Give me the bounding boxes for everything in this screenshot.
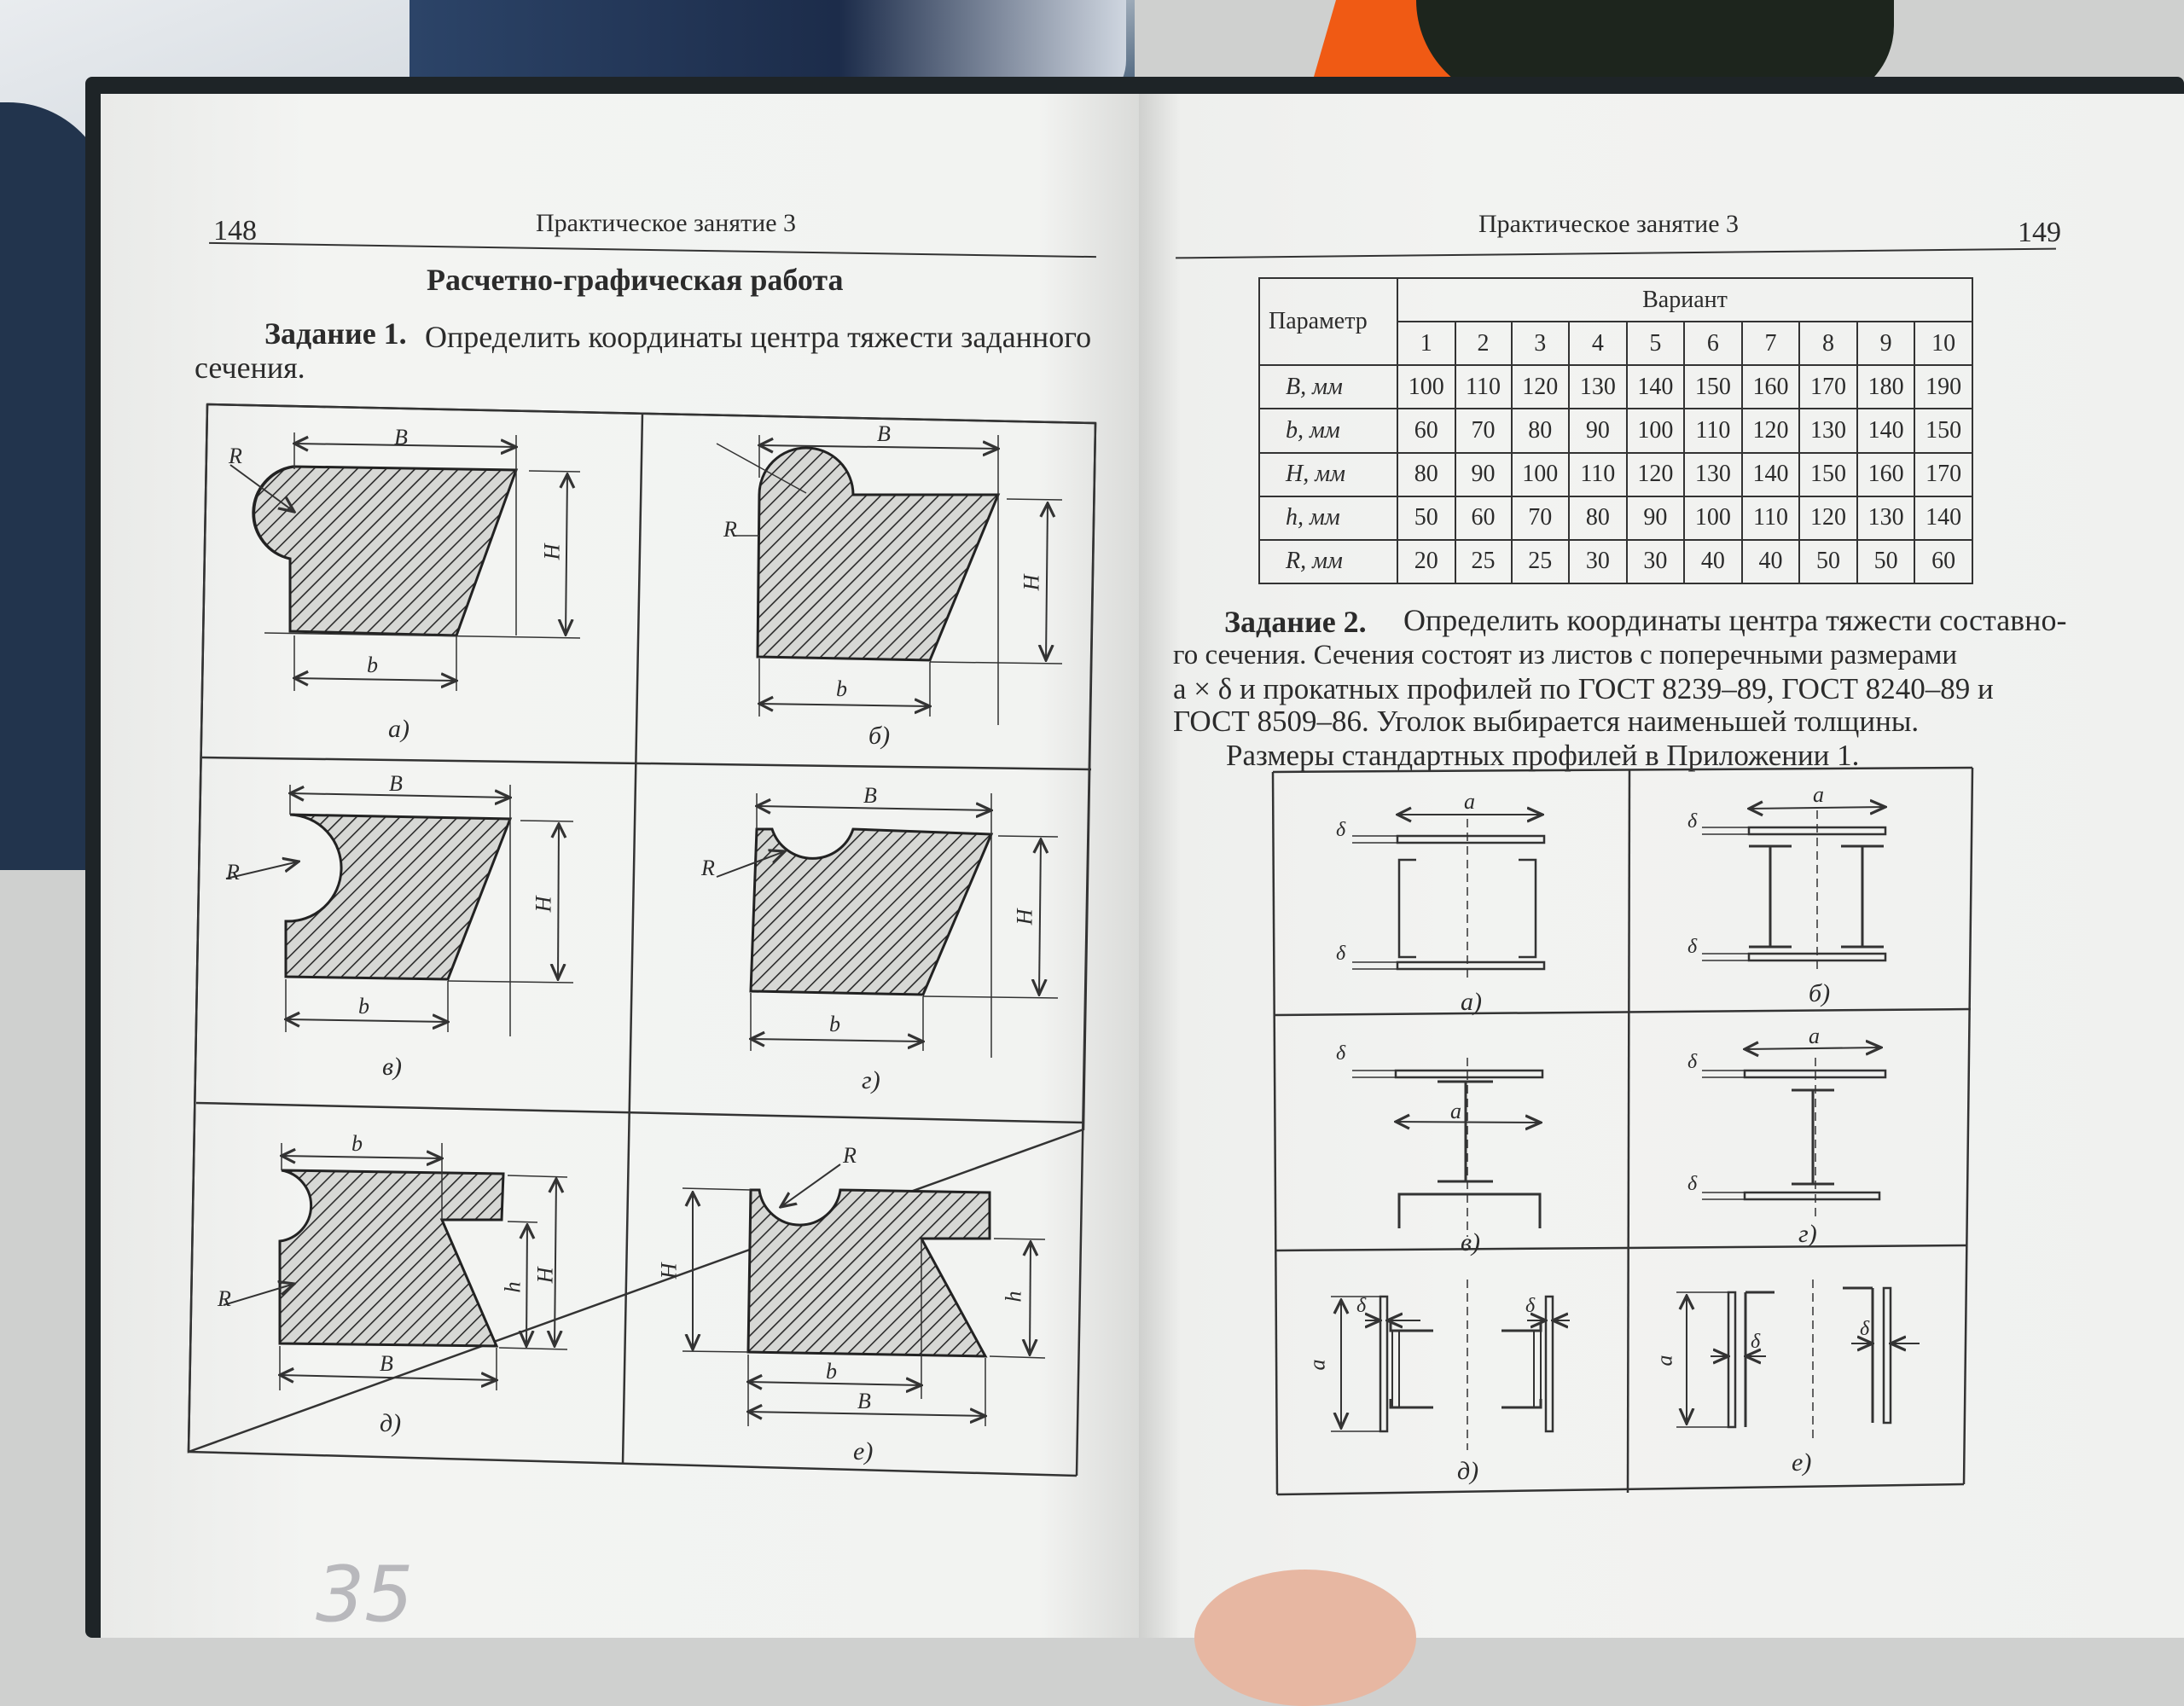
left-page-number: 148 [213, 215, 257, 247]
value-cell: 90 [1569, 409, 1627, 452]
right-page-number: 149 [2018, 217, 2061, 248]
label-B: B [863, 783, 877, 808]
fig-caption-v: в) [382, 1053, 403, 1081]
fig-caption-e: е) [1792, 1448, 1812, 1477]
label-R: R [843, 1143, 857, 1168]
left-running-header: Практическое занятие 3 [536, 209, 797, 237]
value-cell: 80 [1512, 409, 1570, 452]
right-figure-a [1352, 815, 1544, 981]
value-cell: 120 [1742, 409, 1800, 452]
label-H: H [531, 896, 556, 913]
label-delta: δ [1687, 810, 1698, 833]
value-cell: 180 [1857, 365, 1915, 409]
variant-number: 3 [1512, 322, 1570, 365]
label-h: h [1001, 1291, 1026, 1303]
right-figure-v [1352, 1058, 1542, 1237]
label-delta: δ [1687, 936, 1698, 958]
fig-caption-a: а) [388, 715, 410, 743]
fig-caption-e: е) [853, 1437, 874, 1465]
fig-caption-b: б) [1809, 979, 1831, 1007]
task1-label: Задание 1. [264, 316, 407, 351]
label-delta: δ [1751, 1331, 1761, 1353]
svg-text:35: 35 [316, 1550, 414, 1638]
label-R: R [723, 517, 737, 542]
task2-line4: ГОСТ 8509–86. Уголок выбирается наименьшей толщины. [1173, 705, 1920, 738]
fig-caption-g: г) [862, 1066, 880, 1094]
label-R: R [701, 856, 715, 880]
left-figure-e [682, 1164, 1045, 1426]
label-delta: δ [1860, 1318, 1870, 1340]
value-cell: 110 [1742, 496, 1800, 540]
label-a: a [1813, 782, 1824, 807]
param-header: Параметр [1259, 278, 1397, 365]
label-H: H [1012, 908, 1037, 926]
label-delta: δ [1687, 1173, 1698, 1195]
right-figure-e [1676, 1280, 1920, 1442]
label-H: H [656, 1262, 682, 1280]
label-b: b [829, 1012, 840, 1036]
value-cell: 30 [1569, 540, 1627, 583]
fig-caption-d: д) [380, 1409, 402, 1437]
task1-text-line1: Определить координаты центра тяжести заданного [425, 320, 1092, 354]
value-cell: 70 [1512, 496, 1570, 540]
variant-number: 2 [1455, 322, 1512, 365]
value-cell: 100 [1512, 453, 1570, 496]
param-cell: H, мм [1259, 453, 1397, 496]
value-cell: 50 [1799, 540, 1857, 583]
task2-label: Задание 2. [1224, 605, 1367, 639]
task1-text-line2: сечения. [195, 351, 305, 385]
param-cell: B, мм [1259, 365, 1397, 409]
param-cell: R, мм [1259, 540, 1397, 583]
left-figure-v [226, 785, 573, 1036]
value-cell: 100 [1684, 496, 1742, 540]
label-a: a [1450, 1099, 1461, 1123]
param-cell: b, мм [1259, 409, 1397, 452]
label-B: B [380, 1351, 393, 1376]
right-figure-grid [1273, 768, 1972, 1494]
label-H: H [532, 1267, 558, 1284]
value-cell: 120 [1512, 365, 1570, 409]
task2-line3: a × δ и прокатных профилей по ГОСТ 8239–89, ГОСТ 8240–89 и [1173, 672, 1994, 705]
value-cell: 130 [1569, 365, 1627, 409]
label-delta: δ [1336, 943, 1346, 965]
variant-number: 10 [1914, 322, 1972, 365]
variant-header: Вариант [1397, 278, 1972, 322]
label-b: b [358, 994, 369, 1018]
value-cell: 140 [1857, 409, 1915, 452]
value-cell: 150 [1914, 409, 1972, 452]
variant-number: 9 [1857, 322, 1915, 365]
value-cell: 40 [1742, 540, 1800, 583]
fig-caption-v: в) [1461, 1228, 1481, 1256]
label-delta: δ [1687, 1051, 1698, 1073]
variant-number: 8 [1799, 322, 1857, 365]
param-cell: h, мм [1259, 496, 1397, 540]
value-cell: 140 [1627, 365, 1685, 409]
value-cell: 70 [1455, 409, 1512, 452]
value-cell: 130 [1857, 496, 1915, 540]
label-h: h [500, 1281, 526, 1293]
task2-line1: Определить координаты центра тяжести составно- [1403, 603, 2067, 637]
value-cell: 25 [1455, 540, 1512, 583]
right-running-header: Практическое занятие 3 [1478, 210, 1740, 238]
appendix-line: Размеры стандартных профилей в Приложении 1. [1226, 739, 1860, 772]
value-cell: 50 [1857, 540, 1915, 583]
value-cell: 60 [1455, 496, 1512, 540]
value-cell: 130 [1799, 409, 1857, 452]
value-cell: 100 [1397, 365, 1455, 409]
value-cell: 120 [1627, 453, 1685, 496]
value-cell: 150 [1799, 453, 1857, 496]
value-cell: 30 [1627, 540, 1685, 583]
value-cell: 60 [1914, 540, 1972, 583]
label-b: b [351, 1131, 363, 1156]
label-a: a [1304, 1359, 1330, 1371]
label-a: a [1809, 1024, 1820, 1048]
fig-caption-b: б) [868, 722, 891, 750]
value-cell: 120 [1799, 496, 1857, 540]
left-figure-b [717, 435, 1062, 725]
value-cell: 110 [1455, 365, 1512, 409]
fig-caption-g: г) [1798, 1220, 1817, 1248]
value-cell: 50 [1397, 496, 1455, 540]
variant-number: 1 [1397, 322, 1455, 365]
value-cell: 60 [1397, 409, 1455, 452]
value-cell: 100 [1627, 409, 1685, 452]
value-cell: 140 [1742, 453, 1800, 496]
label-B: B [857, 1389, 871, 1413]
label-R: R [229, 444, 242, 468]
value-cell: 160 [1857, 453, 1915, 496]
label-a: a [1652, 1355, 1677, 1367]
left-title: Расчетно-графическая работа [427, 263, 844, 297]
value-cell: 20 [1397, 540, 1455, 583]
label-b: b [826, 1359, 837, 1384]
value-cell: 110 [1569, 453, 1627, 496]
label-B: B [389, 771, 403, 796]
left-figure-g [717, 793, 1058, 1058]
value-cell: 90 [1455, 453, 1512, 496]
value-cell: 190 [1914, 365, 1972, 409]
label-H: H [539, 543, 565, 560]
value-cell: 170 [1914, 453, 1972, 496]
right-figure-b [1702, 807, 1885, 972]
label-R: R [218, 1286, 231, 1311]
handwriting-mark [316, 1550, 414, 1638]
label-H: H [1019, 574, 1044, 591]
right-figure-g [1702, 1047, 1885, 1220]
variant-number: 7 [1742, 322, 1800, 365]
value-cell: 110 [1684, 409, 1742, 452]
value-cell: 90 [1627, 496, 1685, 540]
label-b: b [836, 676, 847, 701]
label-delta: δ [1525, 1295, 1536, 1317]
value-cell: 130 [1684, 453, 1742, 496]
label-B: B [394, 425, 408, 450]
label-R: R [226, 860, 240, 885]
value-cell: 160 [1742, 365, 1800, 409]
value-cell: 25 [1512, 540, 1570, 583]
variant-number: 5 [1627, 322, 1685, 365]
left-figure-a [230, 432, 580, 691]
value-cell: 170 [1799, 365, 1857, 409]
value-cell: 80 [1569, 496, 1627, 540]
value-cell: 140 [1914, 496, 1972, 540]
task2-line2: го сечения. Сечения состоят из листов с поперечными размерами [1173, 640, 1958, 670]
value-cell: 80 [1397, 453, 1455, 496]
fig-caption-a: а) [1461, 988, 1482, 1016]
label-delta: δ [1336, 819, 1346, 841]
label-a: a [1464, 789, 1475, 814]
value-cell: 40 [1684, 540, 1742, 583]
fig-caption-d: д) [1457, 1457, 1479, 1485]
left-figure-d [224, 1143, 567, 1390]
variant-number: 6 [1684, 322, 1742, 365]
value-cell: 150 [1684, 365, 1742, 409]
label-b: b [367, 653, 378, 677]
label-B: B [877, 421, 891, 446]
label-delta: δ [1336, 1042, 1346, 1065]
label-delta: δ [1356, 1295, 1367, 1317]
variant-number: 4 [1569, 322, 1627, 365]
